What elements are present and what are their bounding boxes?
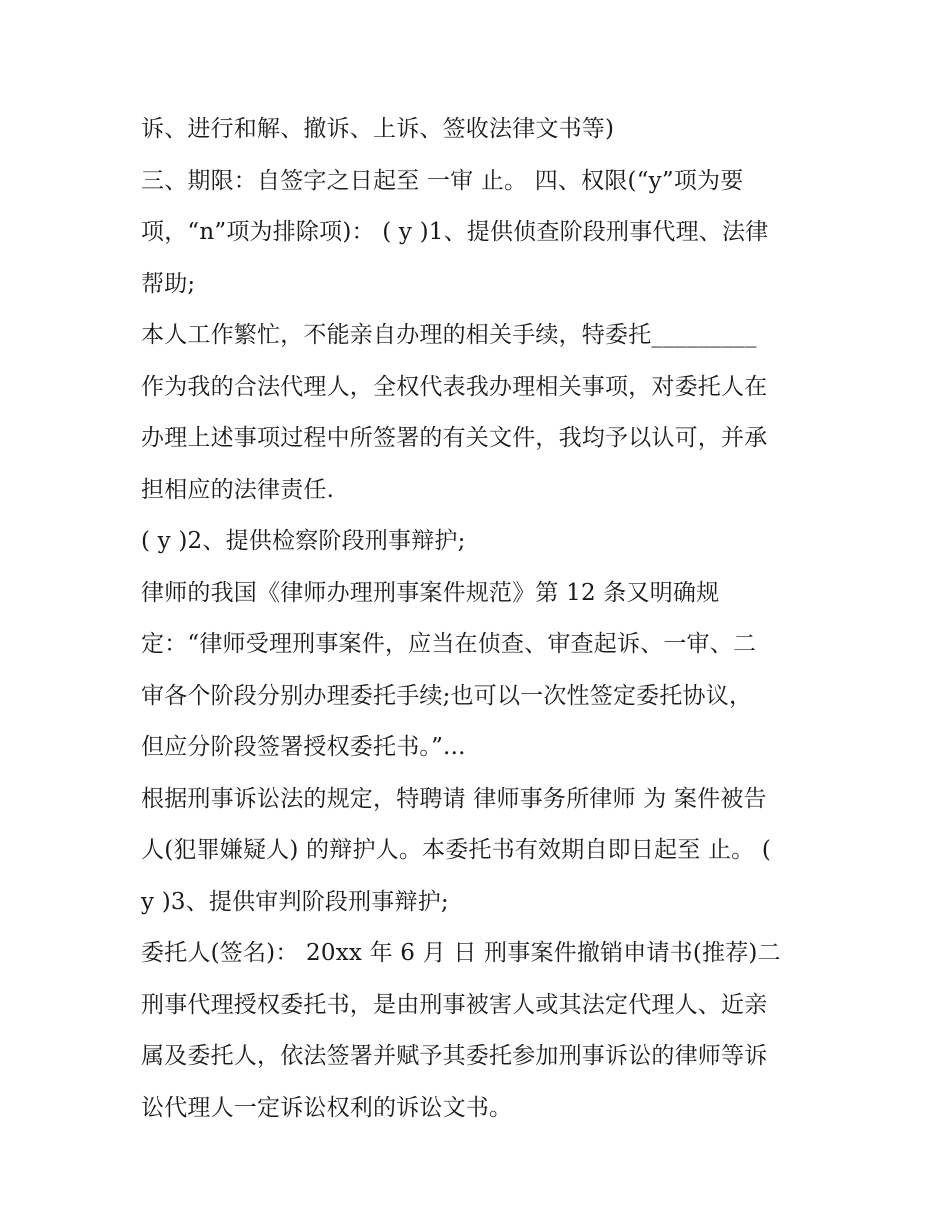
text-line: 本人工作繁忙，不能亲自办理的相关手续，特委托_________ xyxy=(141,322,757,348)
text-line: 根据刑事诉讼法的规定，特聘请 律师事务所律师 为 案件被告 xyxy=(141,785,767,812)
text-line: 三、期限：自签字之日起至 一审 止。 四、权限(“y”项为要 xyxy=(141,167,744,194)
text-line: 但应分阶段签署授权委托书。”... xyxy=(141,734,466,760)
text-line: 属及委托人，依法签署并赋予其委托参加刑事诉讼的律师等诉 xyxy=(141,1043,768,1069)
text-line: 定：“律师受理刑事案件，应当在侦查、审查起诉、一审、二 xyxy=(141,631,757,657)
text-line: 诉、进行和解、撤诉、上诉、签收法律文书等) xyxy=(141,116,615,142)
text-line: 人(犯罪嫌疑人) 的辩护人。本委托书有效期自即日起至 止。 ( xyxy=(141,837,772,863)
document-body xyxy=(141,104,821,1134)
text-line: 作为我的合法代理人，全权代表我办理相关事项，对委托人在 xyxy=(141,373,768,400)
text-line: 审各个阶段分别办理委托手续;也可以一次性签定委托协议， xyxy=(141,682,753,709)
text-line: ( y )2、提供检察阶段刑事辩护; xyxy=(141,528,466,554)
text-line: y )3、提供审判阶段刑事辩护; xyxy=(141,888,449,915)
text-line: 委托人(签名)： 20xx 年 6 月 日 刑事案件撤销申请书(推荐)二 xyxy=(141,940,781,966)
text-line: 担相应的法律责任. xyxy=(141,476,335,503)
text-line: 项，“n”项为排除项)： ( y )1、提供侦查阶段刑事代理、法律 xyxy=(141,219,769,245)
text-line: 办理上述事项过程中所签署的有关文件，我均予以认可，并承 xyxy=(141,425,768,451)
text-line: 刑事代理授权委托书，是由刑事被害人或其法定代理人、近亲 xyxy=(141,991,768,1018)
text-line: 律师的我国《律师办理刑事案件规范》第 12 条又明确规 xyxy=(141,579,720,606)
text-line: 帮助; xyxy=(141,270,196,297)
text-line: 讼代理人一定诉讼权利的诉讼文书。 xyxy=(141,1094,513,1121)
